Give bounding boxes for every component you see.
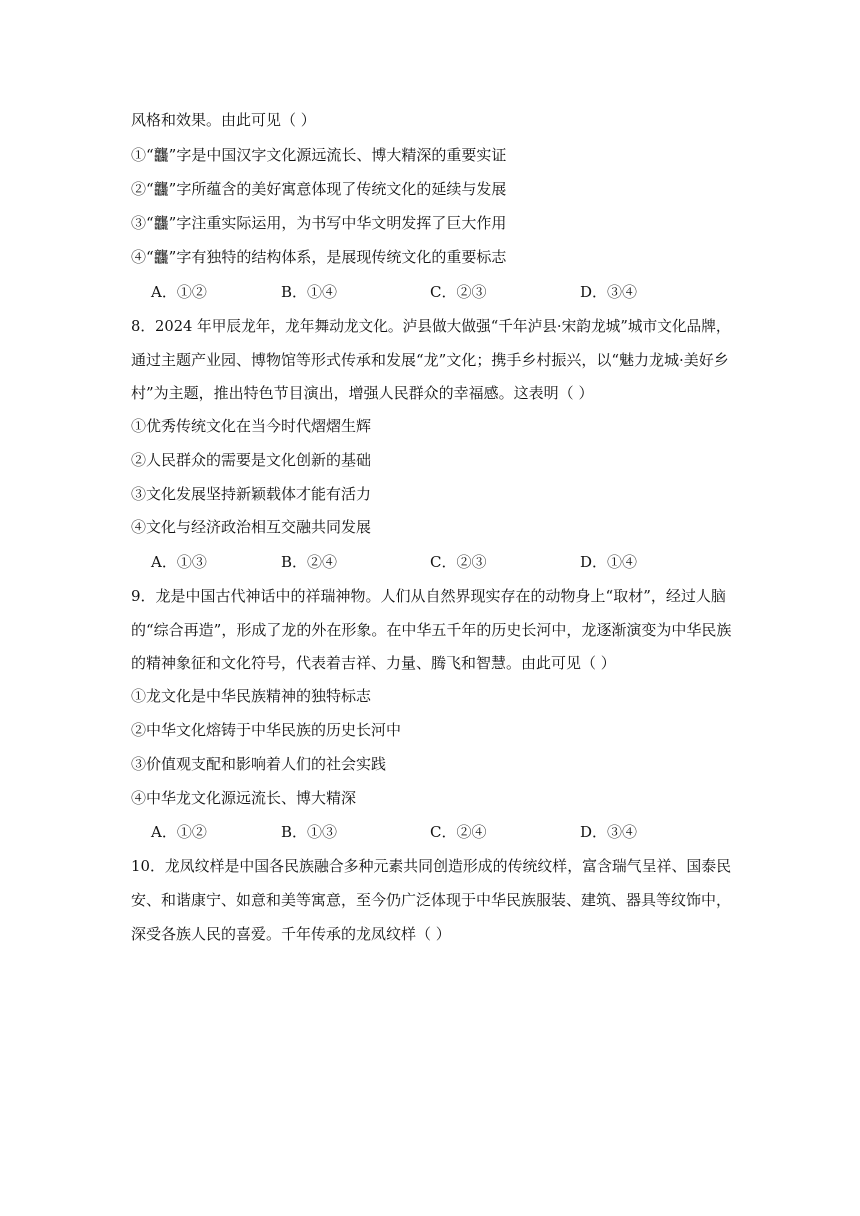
q8-option-b: B．②④ (281, 553, 338, 571)
q7-option-b: B．①④ (281, 283, 338, 301)
q9-stem-line-3: 的精神象征和文化符号，代表着吉祥、力量、腾飞和智慧。由此可见（ ） (131, 654, 616, 672)
q7-statement-4: ④“龘”字有独特的结构体系，是展现传统文化的重要标志 (131, 248, 507, 266)
q8-stem-line-1: 8．2024 年甲辰龙年，龙年舞动龙文化。泸县做大做强“千年泸县·宋韵龙城”城市文化品牌， (131, 317, 731, 335)
q9-stem-line-1: 9．龙是中国古代神话中的祥瑞神物。人们从自然界现实存在的动物身上“取材”，经过人脑 (131, 587, 726, 605)
q9-statement-3: ③价值观支配和影响着人们的社会实践 (131, 755, 387, 773)
q8-statement-3: ③文化发展坚持新颖载体才能有活力 (131, 485, 372, 503)
q7-statement-2: ②“龘”字所蕴含的美好寓意体现了传统文化的延续与发展 (131, 180, 507, 198)
q7-option-a: A．①② (151, 283, 207, 301)
q10-stem-line-2: 安、和谐康宁、如意和美等寓意，至今仍广泛体现于中华民族服装、建筑、器具等纹饰中， (131, 891, 732, 909)
q7-statement-1: ①“龘”字是中国汉字文化源远流长、博大精深的重要实证 (131, 146, 507, 164)
q8-option-c: C．②③ (430, 553, 487, 571)
q8-statement-2: ②人民群众的需要是文化创新的基础 (131, 451, 372, 469)
q10-stem-line-3: 深受各族人民的喜爱。千年传承的龙凤纹样（ ） (131, 925, 451, 943)
q9-option-b: B．①③ (281, 823, 338, 841)
q9-statement-2: ②中华文化熔铸于中华民族的历史长河中 (131, 721, 402, 739)
q7-stem-end: 风格和效果。由此可见（ ） (131, 111, 316, 129)
q9-statement-1: ①龙文化是中华民族精神的独特标志 (131, 687, 372, 705)
q7-statement-3: ③“龘”字注重实际运用，为书写中华文明发挥了巨大作用 (131, 214, 507, 232)
q8-option-d: D．①④ (580, 553, 638, 571)
q10-stem-line-1: 10．龙凤纹样是中国各民族融合多种元素共同创造形成的传统纹样，富含瑞气呈祥、国泰民 (131, 857, 732, 875)
q7-option-d: D．③④ (580, 283, 638, 301)
q9-stem-line-2: 的“综合再造”，形成了龙的外在形象。在中华五千年的历史长河中，龙逐渐演变为中华民族 (131, 621, 732, 639)
q8-statement-1: ①优秀传统文化在当今时代熠熠生辉 (131, 417, 372, 435)
q9-option-c: C．②④ (430, 823, 487, 841)
q8-stem-line-3: 村”为主题，推出特色节目演出，增强人民群众的幸福感。这表明（ ） (131, 384, 594, 402)
q9-option-d: D．③④ (580, 823, 638, 841)
q9-statement-4: ④中华龙文化源远流长、博大精深 (131, 789, 357, 807)
q8-statement-4: ④文化与经济政治相互交融共同发展 (131, 518, 372, 536)
q8-stem-line-2: 通过主题产业园、博物馆等形式传承和发展“龙”文化；携手乡村振兴，以“魅力龙城·美好乡 (131, 351, 729, 369)
q9-option-a: A．①② (151, 823, 207, 841)
q7-option-c: C．②③ (430, 283, 487, 301)
q8-option-a: A．①③ (151, 553, 207, 571)
